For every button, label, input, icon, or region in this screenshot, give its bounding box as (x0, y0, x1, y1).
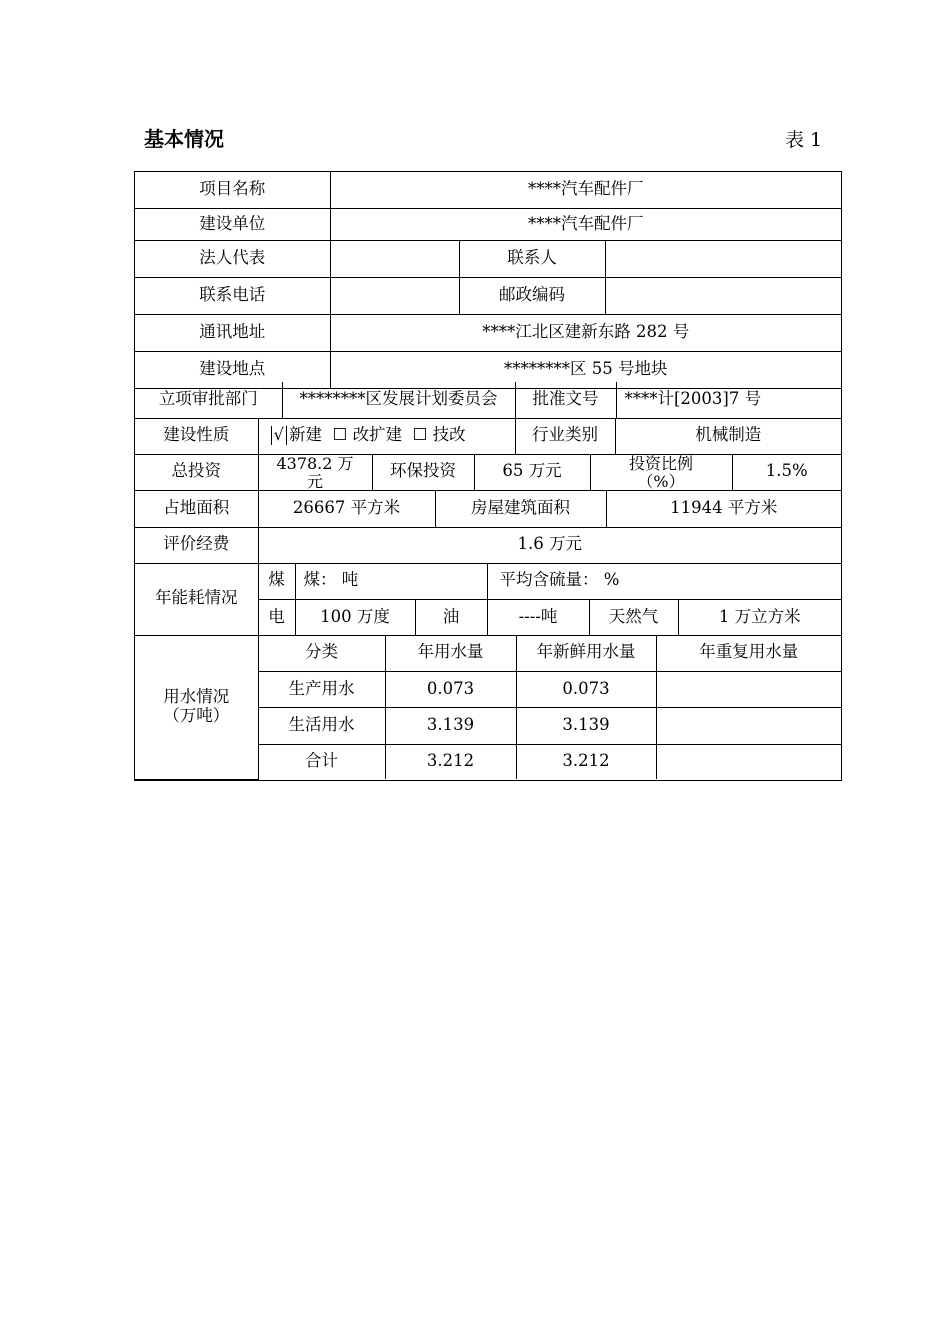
water-annual: 3.212 (385, 744, 516, 779)
legal-rep-value (330, 240, 459, 277)
table-row (135, 314, 841, 351)
info-table-section-basic (134, 171, 842, 389)
info-table-section-fee (134, 527, 842, 564)
water-header-annual: 年用水量 (385, 635, 516, 671)
option-new-label: 新建 (289, 425, 323, 445)
checked-box-icon[interactable]: √ (271, 426, 288, 445)
fee-label: 评价经费 (135, 527, 258, 563)
water-category: 生产用水 (258, 671, 385, 707)
table-row (135, 418, 841, 454)
coal-amount: 煤： 吨 (295, 563, 487, 599)
contact-label: 联系人 (459, 240, 605, 277)
site-label: 建设地点 (135, 351, 330, 388)
water-header-reuse: 年重复用水量 (656, 635, 841, 671)
water-fresh: 3.139 (516, 707, 656, 744)
water-fresh: 0.073 (516, 671, 656, 707)
info-table-section-energy (134, 563, 842, 636)
table-row (135, 527, 841, 563)
area-label: 占地面积 (135, 490, 258, 527)
water-header-fresh: 年新鲜用水量 (516, 635, 656, 671)
table-number: 表 1 (785, 129, 823, 151)
water-fresh: 3.212 (516, 744, 656, 779)
investment-ratio-label (590, 454, 732, 490)
oil-label: 油 (415, 599, 487, 635)
site-value: ********区 55 号地块 (330, 351, 841, 388)
water-annual: 0.073 (385, 671, 516, 707)
industry-value: 机械制造 (615, 418, 841, 454)
builder-label: 建设单位 (135, 208, 330, 240)
project-name-label: 项目名称 (135, 172, 330, 208)
water-label (135, 635, 258, 779)
info-table-section-area (134, 490, 842, 528)
total-investment-line1: 4378.2 万 (276, 454, 354, 473)
gas-label: 天然气 (589, 599, 678, 635)
water-header-category: 分类 (258, 635, 385, 671)
nature-label: 建设性质 (135, 418, 258, 454)
table-row (135, 172, 841, 208)
water-category: 合计 (258, 744, 385, 779)
gas-value: 1 万立方米 (678, 599, 841, 635)
builder-value: ****汽车配件厂 (330, 208, 841, 240)
table-row (135, 490, 841, 527)
water-label-line1: 用水情况 (163, 686, 230, 706)
table-row (135, 208, 841, 240)
nature-options (258, 418, 515, 454)
contact-value (605, 240, 841, 277)
info-table-section-investment (134, 454, 842, 491)
approval-value: ********区发展计划委员会 (282, 382, 515, 418)
water-category: 生活用水 (258, 707, 385, 744)
building-area-label: 房屋建筑面积 (435, 490, 606, 527)
doc-no-label: 批准文号 (515, 382, 616, 418)
phone-value (330, 277, 459, 314)
unchecked-box-icon[interactable]: ☐ (412, 425, 428, 445)
table-row (135, 635, 841, 671)
water-label-line2: （万吨） (163, 705, 230, 725)
option-expand-label: 改扩建 (352, 425, 403, 445)
address-label: 通讯地址 (135, 314, 330, 351)
approval-label: 立项审批部门 (135, 382, 282, 418)
coal-label: 煤 (258, 563, 295, 599)
doc-no-value: ****计[2003]7 号 (616, 382, 841, 418)
info-table-section-approval (134, 382, 842, 419)
env-investment-value: 65 万元 (474, 454, 590, 490)
investment-ratio-value: 1.5% (732, 454, 841, 490)
water-reuse (656, 744, 841, 779)
ratio-label-line2: （%） (637, 471, 685, 489)
water-annual: 3.139 (385, 707, 516, 744)
info-table-section-nature (134, 418, 842, 455)
info-table-section-water (134, 635, 842, 781)
investment-label: 总投资 (135, 454, 258, 490)
legal-rep-label: 法人代表 (135, 240, 330, 277)
table-row (135, 277, 841, 314)
electricity-label: 电 (258, 599, 295, 635)
unchecked-box-icon[interactable]: ☐ (332, 425, 348, 445)
energy-label: 年能耗情况 (135, 563, 258, 635)
page-title: 基本情况 (144, 127, 224, 151)
sulfur-content: 平均含硫量： % (487, 563, 841, 599)
water-reuse (656, 671, 841, 707)
total-investment-value (258, 454, 372, 490)
oil-value: ----吨 (487, 599, 589, 635)
building-area-value: 11944 平方米 (606, 490, 841, 527)
electricity-value: 100 万度 (295, 599, 415, 635)
table-row (135, 240, 841, 277)
fee-value: 1.6 万元 (258, 527, 841, 563)
area-value: 26667 平方米 (258, 490, 435, 527)
project-name-value: ****汽车配件厂 (330, 172, 841, 208)
postcode-label: 邮政编码 (459, 277, 605, 314)
table-row (135, 382, 841, 418)
total-investment-line2: 元 (306, 471, 323, 489)
ratio-label-line1: 投资比例 (628, 454, 693, 473)
postcode-value (605, 277, 841, 314)
address-value: ****江北区建新东路 282 号 (330, 314, 841, 351)
table-row (135, 563, 841, 599)
table-row (135, 454, 841, 490)
industry-label: 行业类别 (515, 418, 615, 454)
option-tech-label: 技改 (432, 425, 466, 445)
water-reuse (656, 707, 841, 744)
env-investment-label: 环保投资 (372, 454, 474, 490)
phone-label: 联系电话 (135, 277, 330, 314)
